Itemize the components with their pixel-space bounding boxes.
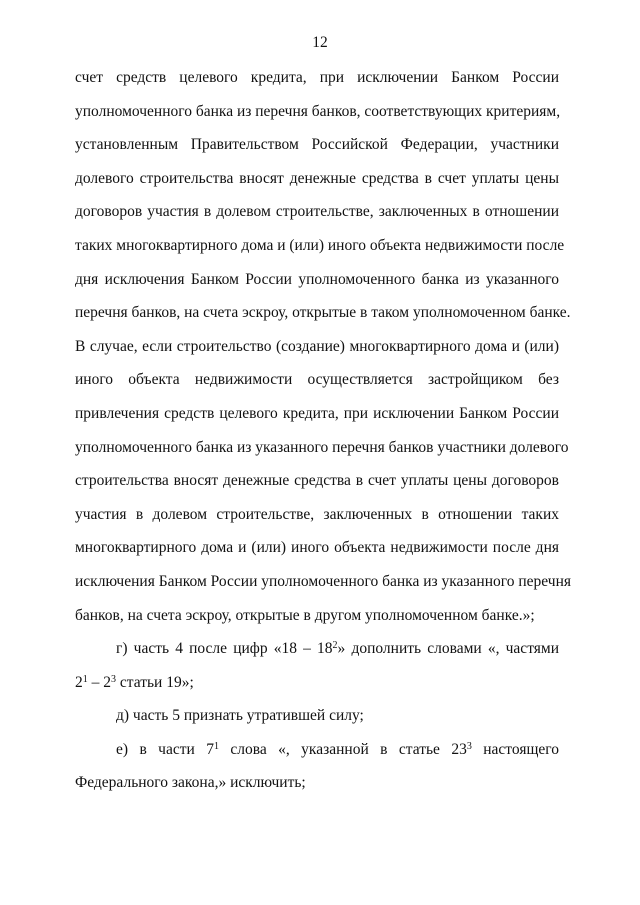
body-line: иного объекта недвижимости осуществляется застройщиком без xyxy=(75,371,559,389)
body-line: долевого строительства вносят денежные средства в счет уплаты цены xyxy=(75,169,559,187)
item-g-text: г) часть 4 после цифр «18 – 18 xyxy=(116,640,333,658)
item-e-text: настоящего xyxy=(471,740,559,758)
superscript: 3 xyxy=(466,740,472,752)
item-e-text: е) в части 7 xyxy=(116,740,214,758)
item-g-line-2 xyxy=(75,671,559,705)
body-line: счет средств целевого кредита, при исключении Банком России xyxy=(75,69,559,86)
document-body xyxy=(75,66,571,805)
body-line: банков, на счета эскроу, открытые в другом уполномоченном банке.»; xyxy=(75,606,535,624)
body-line: уполномоченного банка из перечня банков, соответствующих критериям, xyxy=(75,102,561,120)
superscript: 1 xyxy=(213,740,219,752)
item-g-text: » дополнить словами «, частями xyxy=(337,640,559,658)
page-number: 12 xyxy=(312,34,328,51)
body-line: уполномоченного банка из указанного перечня банков участники долевого xyxy=(75,438,569,456)
item-g-text: – 2 xyxy=(87,673,111,691)
body-line: таких многоквартирного дома и (или) иного объекта недвижимости после xyxy=(75,236,565,254)
superscript: 3 xyxy=(111,673,116,685)
body-line: дня исключения Банком России уполномоченного банка из указанного xyxy=(75,270,559,288)
body-line: участия в долевом строительстве, заключенных в отношении таких xyxy=(75,505,559,523)
superscript: 2 xyxy=(332,640,338,652)
body-line: договоров участия в долевом строительстве, заключенных в отношении xyxy=(75,203,559,221)
item-g-text: статьи 19»; xyxy=(116,673,194,691)
item-e-line-1 xyxy=(75,738,559,772)
item-d-line: д) часть 5 признать утратившей силу; xyxy=(116,707,364,725)
body-line: установленным Правительством Российской Федерации, участники xyxy=(75,136,559,154)
body-line: В случае, если строительство (создание) многоквартирного дома и (или) xyxy=(75,337,559,355)
body-line: перечня банков, на счета эскроу, открытые в таком уполномоченном банке. xyxy=(75,304,571,322)
item-e-line-2: Федерального закона,» исключить; xyxy=(75,774,306,792)
body-line: привлечения средств целевого кредита, при исключении Банком России xyxy=(75,404,559,422)
superscript: 1 xyxy=(82,673,88,685)
body-line: строительства вносят денежные средства в счет уплаты цены договоров xyxy=(75,472,559,490)
body-line: исключения Банком России уполномоченного банка из указанного перечня xyxy=(75,572,571,590)
item-g-text: 2 xyxy=(75,673,83,691)
item-e-text: слова «, указанной в статье 23 xyxy=(218,740,467,758)
body-line: многоквартирного дома и (или) иного объекта недвижимости после дня xyxy=(75,539,559,557)
item-g-line-1 xyxy=(75,637,559,671)
